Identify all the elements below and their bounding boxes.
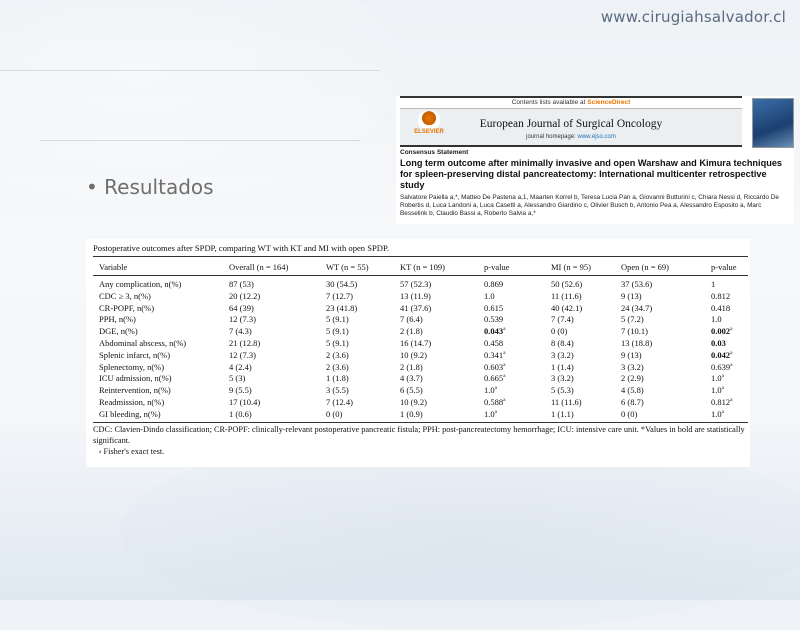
cell-kt-text: 41 (37.6) bbox=[400, 302, 432, 313]
cell-variable-text: Any complication, n(%) bbox=[99, 279, 182, 289]
cell-open bbox=[621, 350, 642, 360]
table-row bbox=[93, 397, 748, 409]
cell-mi bbox=[551, 350, 574, 360]
cell-variable bbox=[99, 303, 154, 313]
cell-mi-text: 3 (3.2) bbox=[551, 373, 574, 384]
cell-variable bbox=[99, 373, 171, 383]
cell-variable-text: GI bleeding, n(%) bbox=[99, 408, 161, 419]
table-footnote-a bbox=[93, 447, 754, 458]
superscript-marker: a bbox=[503, 326, 506, 333]
cell-kt bbox=[400, 373, 423, 383]
cell-pvalue-1 bbox=[484, 385, 497, 395]
cell-mi bbox=[551, 385, 574, 395]
cell-variable-text: Abdominal abscess, n(%) bbox=[99, 338, 187, 348]
cell-kt bbox=[400, 409, 423, 419]
cell-overall bbox=[229, 373, 245, 383]
cell-variable bbox=[99, 326, 138, 336]
header-open: Open (n = 69) bbox=[621, 262, 669, 272]
cell-variable-text: Readmission, n(%) bbox=[99, 397, 165, 407]
publisher-name: ELSEVIER bbox=[414, 129, 444, 135]
table-row bbox=[93, 279, 748, 291]
sciencedirect-link: ScienceDirect bbox=[587, 99, 631, 106]
cell-open-text: 3 (3.2) bbox=[621, 361, 644, 372]
cell-variable-text: DGE, n(%) bbox=[99, 326, 138, 337]
cell-overall bbox=[229, 314, 256, 324]
table-row bbox=[93, 373, 748, 385]
superscript-marker: a bbox=[494, 385, 498, 392]
cell-pvalue-1 bbox=[484, 326, 506, 336]
cell-pvalue-2-text: 0.812 bbox=[711, 397, 731, 407]
cell-overall-text: 21 (12.8) bbox=[229, 338, 261, 348]
cell-pvalue-2-text: 1.0 bbox=[711, 373, 722, 384]
cell-wt-text: 7 (12.7) bbox=[326, 290, 353, 301]
cell-mi bbox=[551, 326, 567, 336]
cell-wt bbox=[326, 303, 357, 313]
cell-pvalue-2 bbox=[711, 279, 715, 289]
table-rule-top bbox=[93, 256, 748, 257]
header-overall: Overall (n = 164) bbox=[229, 262, 289, 272]
table-row bbox=[93, 326, 748, 338]
cell-pvalue-1 bbox=[484, 409, 497, 419]
superscript-marker: a bbox=[721, 408, 725, 415]
cell-wt bbox=[326, 279, 357, 289]
cell-mi bbox=[551, 362, 574, 372]
cell-wt bbox=[326, 397, 353, 407]
cell-pvalue-2 bbox=[711, 397, 733, 407]
cell-mi-text: 40 (42.1) bbox=[551, 302, 583, 313]
cell-pvalue-2 bbox=[711, 291, 730, 301]
cell-kt bbox=[400, 350, 427, 360]
cell-kt-text: 10 (9.2) bbox=[400, 349, 427, 360]
cell-pvalue-1-text: 0.043 bbox=[484, 326, 504, 337]
cell-open-text: 4 (5.8) bbox=[621, 385, 644, 396]
cell-kt-text: 7 (6.4) bbox=[400, 314, 423, 325]
cell-pvalue-2 bbox=[711, 326, 733, 336]
cell-pvalue-2-text: 1.0 bbox=[711, 314, 722, 325]
superscript-marker: a bbox=[503, 373, 506, 380]
cell-open-text: 6 (8.7) bbox=[621, 397, 644, 407]
footnote-a-text: Fisher's exact test. bbox=[103, 447, 165, 456]
cell-variable bbox=[99, 409, 161, 419]
cell-kt-text: 4 (3.7) bbox=[400, 373, 423, 384]
cell-mi bbox=[551, 397, 582, 407]
cell-mi bbox=[551, 314, 574, 324]
cell-pvalue-2 bbox=[711, 385, 724, 395]
cell-kt bbox=[400, 279, 431, 289]
cell-wt bbox=[326, 314, 349, 324]
cell-pvalue-1-text: 0.603 bbox=[484, 361, 504, 372]
cell-pvalue-2 bbox=[711, 314, 722, 324]
cell-mi bbox=[551, 338, 574, 348]
cell-overall bbox=[229, 409, 252, 419]
header-wt: WT (n = 55) bbox=[326, 262, 369, 272]
cell-open-text: 0 (0) bbox=[621, 408, 638, 419]
cell-open bbox=[621, 385, 644, 395]
table-row bbox=[93, 409, 748, 421]
cell-open-text: 7 (10.1) bbox=[621, 326, 648, 337]
superscript-marker: a bbox=[730, 361, 733, 368]
cell-overall-text: 5 (3) bbox=[229, 373, 246, 384]
cell-wt-text: 5 (9.1) bbox=[326, 326, 349, 337]
cell-pvalue-1 bbox=[484, 303, 503, 313]
cell-variable bbox=[99, 362, 164, 372]
cell-pvalue-2-text: 1.0 bbox=[711, 385, 722, 396]
cell-mi-text: 0 (0) bbox=[551, 326, 568, 337]
cell-open bbox=[621, 409, 637, 419]
table-row bbox=[93, 291, 748, 303]
cell-pvalue-1-text: 0.341 bbox=[484, 349, 504, 360]
header-variable: Variable bbox=[99, 262, 128, 272]
cell-pvalue-2 bbox=[711, 303, 730, 313]
cell-pvalue-1 bbox=[484, 373, 506, 383]
cell-open bbox=[621, 303, 652, 313]
cell-overall-text: 9 (5.5) bbox=[229, 385, 252, 396]
cell-pvalue-1 bbox=[484, 362, 506, 372]
cell-pvalue-1-text: 0.869 bbox=[484, 279, 504, 289]
cell-pvalue-1-text: 0.615 bbox=[484, 302, 504, 313]
table-header-row bbox=[93, 262, 748, 274]
cell-kt bbox=[400, 397, 427, 407]
cell-pvalue-2 bbox=[711, 409, 724, 419]
superscript-marker: a bbox=[730, 349, 733, 356]
cell-variable-text: CR-POPF, n(%) bbox=[99, 302, 155, 313]
superscript-marker: a bbox=[494, 408, 498, 415]
divider bbox=[400, 96, 742, 98]
cell-kt bbox=[400, 338, 431, 348]
cell-pvalue-1 bbox=[484, 314, 503, 324]
cell-pvalue-2 bbox=[711, 362, 733, 372]
cell-pvalue-1 bbox=[484, 397, 506, 407]
cell-kt-text: 6 (5.5) bbox=[400, 385, 423, 396]
cell-variable-text: PPH, n(%) bbox=[99, 314, 136, 325]
table-row bbox=[93, 338, 748, 350]
cell-overall-text: 20 (12.2) bbox=[229, 290, 261, 301]
journal-title: European Journal of Surgical Oncology bbox=[479, 118, 663, 130]
cell-wt bbox=[326, 350, 349, 360]
cell-wt bbox=[326, 291, 353, 301]
superscript-marker: a bbox=[503, 361, 506, 368]
cell-pvalue-1 bbox=[484, 291, 495, 301]
cell-open bbox=[621, 279, 652, 289]
cell-variable bbox=[99, 279, 181, 289]
cell-mi-text: 8 (8.4) bbox=[551, 338, 574, 348]
cell-kt bbox=[400, 385, 423, 395]
cell-mi bbox=[551, 303, 582, 313]
cell-overall bbox=[229, 303, 254, 313]
cell-open-text: 2 (2.9) bbox=[621, 373, 644, 384]
cell-open bbox=[621, 338, 652, 348]
footnote-a-marker: a bbox=[99, 449, 102, 455]
cell-kt-text: 2 (1.8) bbox=[400, 326, 423, 337]
journal-homepage bbox=[400, 134, 742, 140]
cell-variable-text: ICU admission, n(%) bbox=[99, 373, 172, 384]
table-row bbox=[93, 385, 748, 397]
cell-mi bbox=[551, 291, 582, 301]
cell-variable bbox=[99, 397, 164, 407]
superscript-marker: a bbox=[503, 349, 506, 356]
cell-pvalue-1-text: 1.0 bbox=[484, 408, 495, 419]
cell-kt-text: 57 (52.3) bbox=[400, 279, 432, 289]
homepage-url: www.ejso.com bbox=[577, 134, 616, 140]
cell-variable bbox=[99, 291, 151, 301]
cell-overall bbox=[229, 362, 252, 372]
cell-mi bbox=[551, 409, 574, 419]
cell-wt-text: 2 (3.6) bbox=[326, 361, 349, 372]
cell-pvalue-2 bbox=[711, 373, 724, 383]
cell-wt-text: 7 (12.4) bbox=[326, 397, 353, 407]
cell-open-text: 9 (13) bbox=[621, 290, 642, 301]
cell-pvalue-1-text: 0.588 bbox=[484, 397, 504, 407]
cell-mi-text: 11 (11.6) bbox=[551, 290, 582, 301]
cell-overall bbox=[229, 291, 260, 301]
cell-overall-text: 17 (10.4) bbox=[229, 397, 261, 407]
cell-kt bbox=[400, 291, 431, 301]
cell-wt bbox=[326, 409, 342, 419]
header-mi: MI (n = 95) bbox=[551, 262, 591, 272]
cell-pvalue-2 bbox=[711, 350, 733, 360]
cell-mi bbox=[551, 373, 574, 383]
cell-wt-text: 2 (3.6) bbox=[326, 349, 349, 360]
cell-open bbox=[621, 326, 648, 336]
cell-open-text: 9 (13) bbox=[621, 349, 642, 360]
cell-overall bbox=[229, 326, 252, 336]
cell-open bbox=[621, 397, 644, 407]
cell-wt bbox=[326, 338, 349, 348]
cell-pvalue-1-text: 1.0 bbox=[484, 290, 495, 301]
cell-mi-text: 1 (1.4) bbox=[551, 361, 574, 372]
cell-wt-text: 1 (1.8) bbox=[326, 373, 349, 384]
cell-overall-text: 1 (0.6) bbox=[229, 408, 252, 419]
cell-overall-text: 4 (2.4) bbox=[229, 361, 252, 372]
outcomes-table-image bbox=[86, 239, 750, 467]
cell-kt-text: 10 (9.2) bbox=[400, 397, 427, 407]
cell-variable-text: Splenic infarct, n(%) bbox=[99, 349, 171, 360]
table-rule-header bbox=[93, 275, 748, 276]
cell-pvalue-1 bbox=[484, 338, 503, 348]
article-title: Long term outcome after minimally invasive and open Warshaw and Kimura techniques for spleen-preserving distal pancreatectomy: International multicenter retrospective study bbox=[400, 158, 783, 190]
cell-pvalue-1-text: 0.665 bbox=[484, 373, 504, 384]
header-pvalue-1: p-value bbox=[484, 262, 510, 272]
cell-overall-text: 7 (4.3) bbox=[229, 326, 252, 337]
cell-wt-text: 5 (9.1) bbox=[326, 314, 349, 325]
cell-pvalue-1-text: 0.458 bbox=[484, 338, 504, 348]
cell-wt bbox=[326, 326, 349, 336]
cell-kt-text: 1 (0.9) bbox=[400, 408, 423, 419]
cell-wt bbox=[326, 385, 349, 395]
cell-kt bbox=[400, 326, 423, 336]
cell-open-text: 24 (34.7) bbox=[621, 302, 653, 313]
cell-kt-text: 2 (1.8) bbox=[400, 361, 423, 372]
cell-overall-text: 12 (7.3) bbox=[229, 314, 256, 325]
cell-wt-text: 23 (41.8) bbox=[326, 302, 358, 313]
cell-overall bbox=[229, 350, 256, 360]
cell-kt bbox=[400, 362, 423, 372]
table-row bbox=[93, 303, 748, 315]
cell-kt bbox=[400, 314, 423, 324]
background-line bbox=[40, 140, 360, 141]
cell-mi-text: 7 (7.4) bbox=[551, 314, 574, 325]
cell-open bbox=[621, 373, 644, 383]
cell-wt-text: 5 (9.1) bbox=[326, 338, 349, 348]
cell-pvalue-1-text: 1.0 bbox=[484, 385, 495, 396]
section-label: Consensus Statement bbox=[400, 149, 469, 156]
cell-pvalue-2-text: 0.042 bbox=[711, 349, 731, 360]
table-row bbox=[93, 350, 748, 362]
cell-pvalue-1-text: 0.539 bbox=[484, 314, 504, 325]
cell-variable bbox=[99, 338, 186, 348]
superscript-marker: a bbox=[730, 397, 733, 403]
cell-pvalue-2-text: 0.639 bbox=[711, 361, 731, 372]
superscript-marker: a bbox=[721, 385, 725, 392]
background-line bbox=[0, 70, 380, 71]
header-kt: KT (n = 109) bbox=[400, 262, 446, 272]
cell-mi-text: 50 (52.6) bbox=[551, 279, 583, 289]
cell-pvalue-2-text: 0.002 bbox=[711, 326, 731, 337]
cell-open-text: 37 (53.6) bbox=[621, 279, 653, 289]
cell-overall bbox=[229, 385, 252, 395]
superscript-marker: a bbox=[503, 397, 506, 403]
cell-wt-text: 3 (5.5) bbox=[326, 385, 349, 396]
table-row bbox=[93, 314, 748, 326]
cell-variable-text: CDC ≥ 3, n(%) bbox=[99, 290, 151, 301]
homepage-prefix: journal homepage: bbox=[526, 134, 576, 140]
bullet-heading: • Resultados bbox=[86, 175, 214, 199]
cell-wt bbox=[326, 373, 349, 383]
cell-overall bbox=[229, 338, 260, 348]
contents-prefix: Contents lists available at bbox=[511, 99, 586, 106]
cell-pvalue-2-text: 1 bbox=[711, 279, 716, 289]
superscript-marker: a bbox=[730, 326, 733, 333]
cell-pvalue-2 bbox=[711, 338, 726, 348]
journal-cover-image bbox=[752, 98, 794, 148]
cell-mi-text: 3 (3.2) bbox=[551, 349, 574, 360]
cell-variable bbox=[99, 385, 171, 395]
superscript-marker: a bbox=[721, 373, 725, 380]
cell-open bbox=[621, 291, 642, 301]
background-glow bbox=[0, 0, 400, 200]
cell-pvalue-2-text: 0.03 bbox=[711, 338, 726, 348]
cell-pvalue-2-text: 0.812 bbox=[711, 290, 731, 301]
cell-overall-text: 64 (39) bbox=[229, 302, 254, 313]
cell-wt-text: 0 (0) bbox=[326, 408, 343, 419]
cell-variable-text: Splenectomy, n(%) bbox=[99, 361, 165, 372]
cell-wt-text: 30 (54.5) bbox=[326, 279, 358, 289]
cell-mi-text: 1 (1.1) bbox=[551, 408, 574, 419]
journal-header-image bbox=[396, 96, 794, 224]
cell-open bbox=[621, 362, 644, 372]
cell-overall bbox=[229, 397, 260, 407]
site-url: www.cirugiahsalvador.cl bbox=[600, 8, 786, 26]
cell-overall-text: 12 (7.3) bbox=[229, 349, 256, 360]
cell-variable-text: Reintervention, n(%) bbox=[99, 385, 171, 396]
cell-mi-text: 5 (5.3) bbox=[551, 385, 574, 396]
cell-pvalue-1 bbox=[484, 350, 506, 360]
cell-open-text: 5 (7.2) bbox=[621, 314, 644, 325]
cell-overall-text: 87 (53) bbox=[229, 279, 254, 289]
table-rule-bottom bbox=[93, 422, 748, 423]
cell-open bbox=[621, 314, 644, 324]
contents-line bbox=[400, 99, 742, 106]
cell-pvalue-1 bbox=[484, 279, 503, 289]
cell-variable bbox=[99, 314, 136, 324]
cell-mi-text: 11 (11.6) bbox=[551, 397, 582, 407]
table-footnote: CDC: Clavien-Dindo classification; CR-POPF: clinically-relevant postoperative pancreatic fistula; PPH: post-pancreatectomy hemorrhage; ICU: intensive care unit. *Values in bold are statistically significant. bbox=[93, 425, 745, 445]
cell-open-text: 13 (18.8) bbox=[621, 338, 653, 348]
cell-kt bbox=[400, 303, 431, 313]
journal-banner bbox=[400, 108, 742, 147]
cell-pvalue-2-text: 0.418 bbox=[711, 302, 731, 313]
cell-overall bbox=[229, 279, 254, 289]
cell-kt-text: 16 (14.7) bbox=[400, 338, 432, 348]
table-caption: Postoperative outcomes after SPDP, comparing WT with KT and MI with open SPDP. bbox=[93, 243, 389, 253]
table-row bbox=[93, 362, 748, 374]
cell-variable bbox=[99, 350, 170, 360]
cell-kt-text: 13 (11.9) bbox=[400, 290, 431, 301]
cell-pvalue-2-text: 1.0 bbox=[711, 408, 722, 419]
header-pvalue-2: p-value bbox=[711, 262, 737, 272]
cell-mi bbox=[551, 279, 582, 289]
cell-wt bbox=[326, 362, 349, 372]
author-list: Salvatore Paiella a,*, Matteo De Pastena a,1, Maarten Korrel b, Teresa Lucia Pan a, Giovanni Butturini c, Chiara Nessi d, Riccardo De Robertis d, Luca Landoni a, Luca Casetti a, Alessandro Giardino c, Olivier Busch b, Antonio Pea a, Alessandro Esposito a, Marc Besselink b, Claudio Bassi a, Roberto Salvia a,* bbox=[400, 194, 779, 217]
